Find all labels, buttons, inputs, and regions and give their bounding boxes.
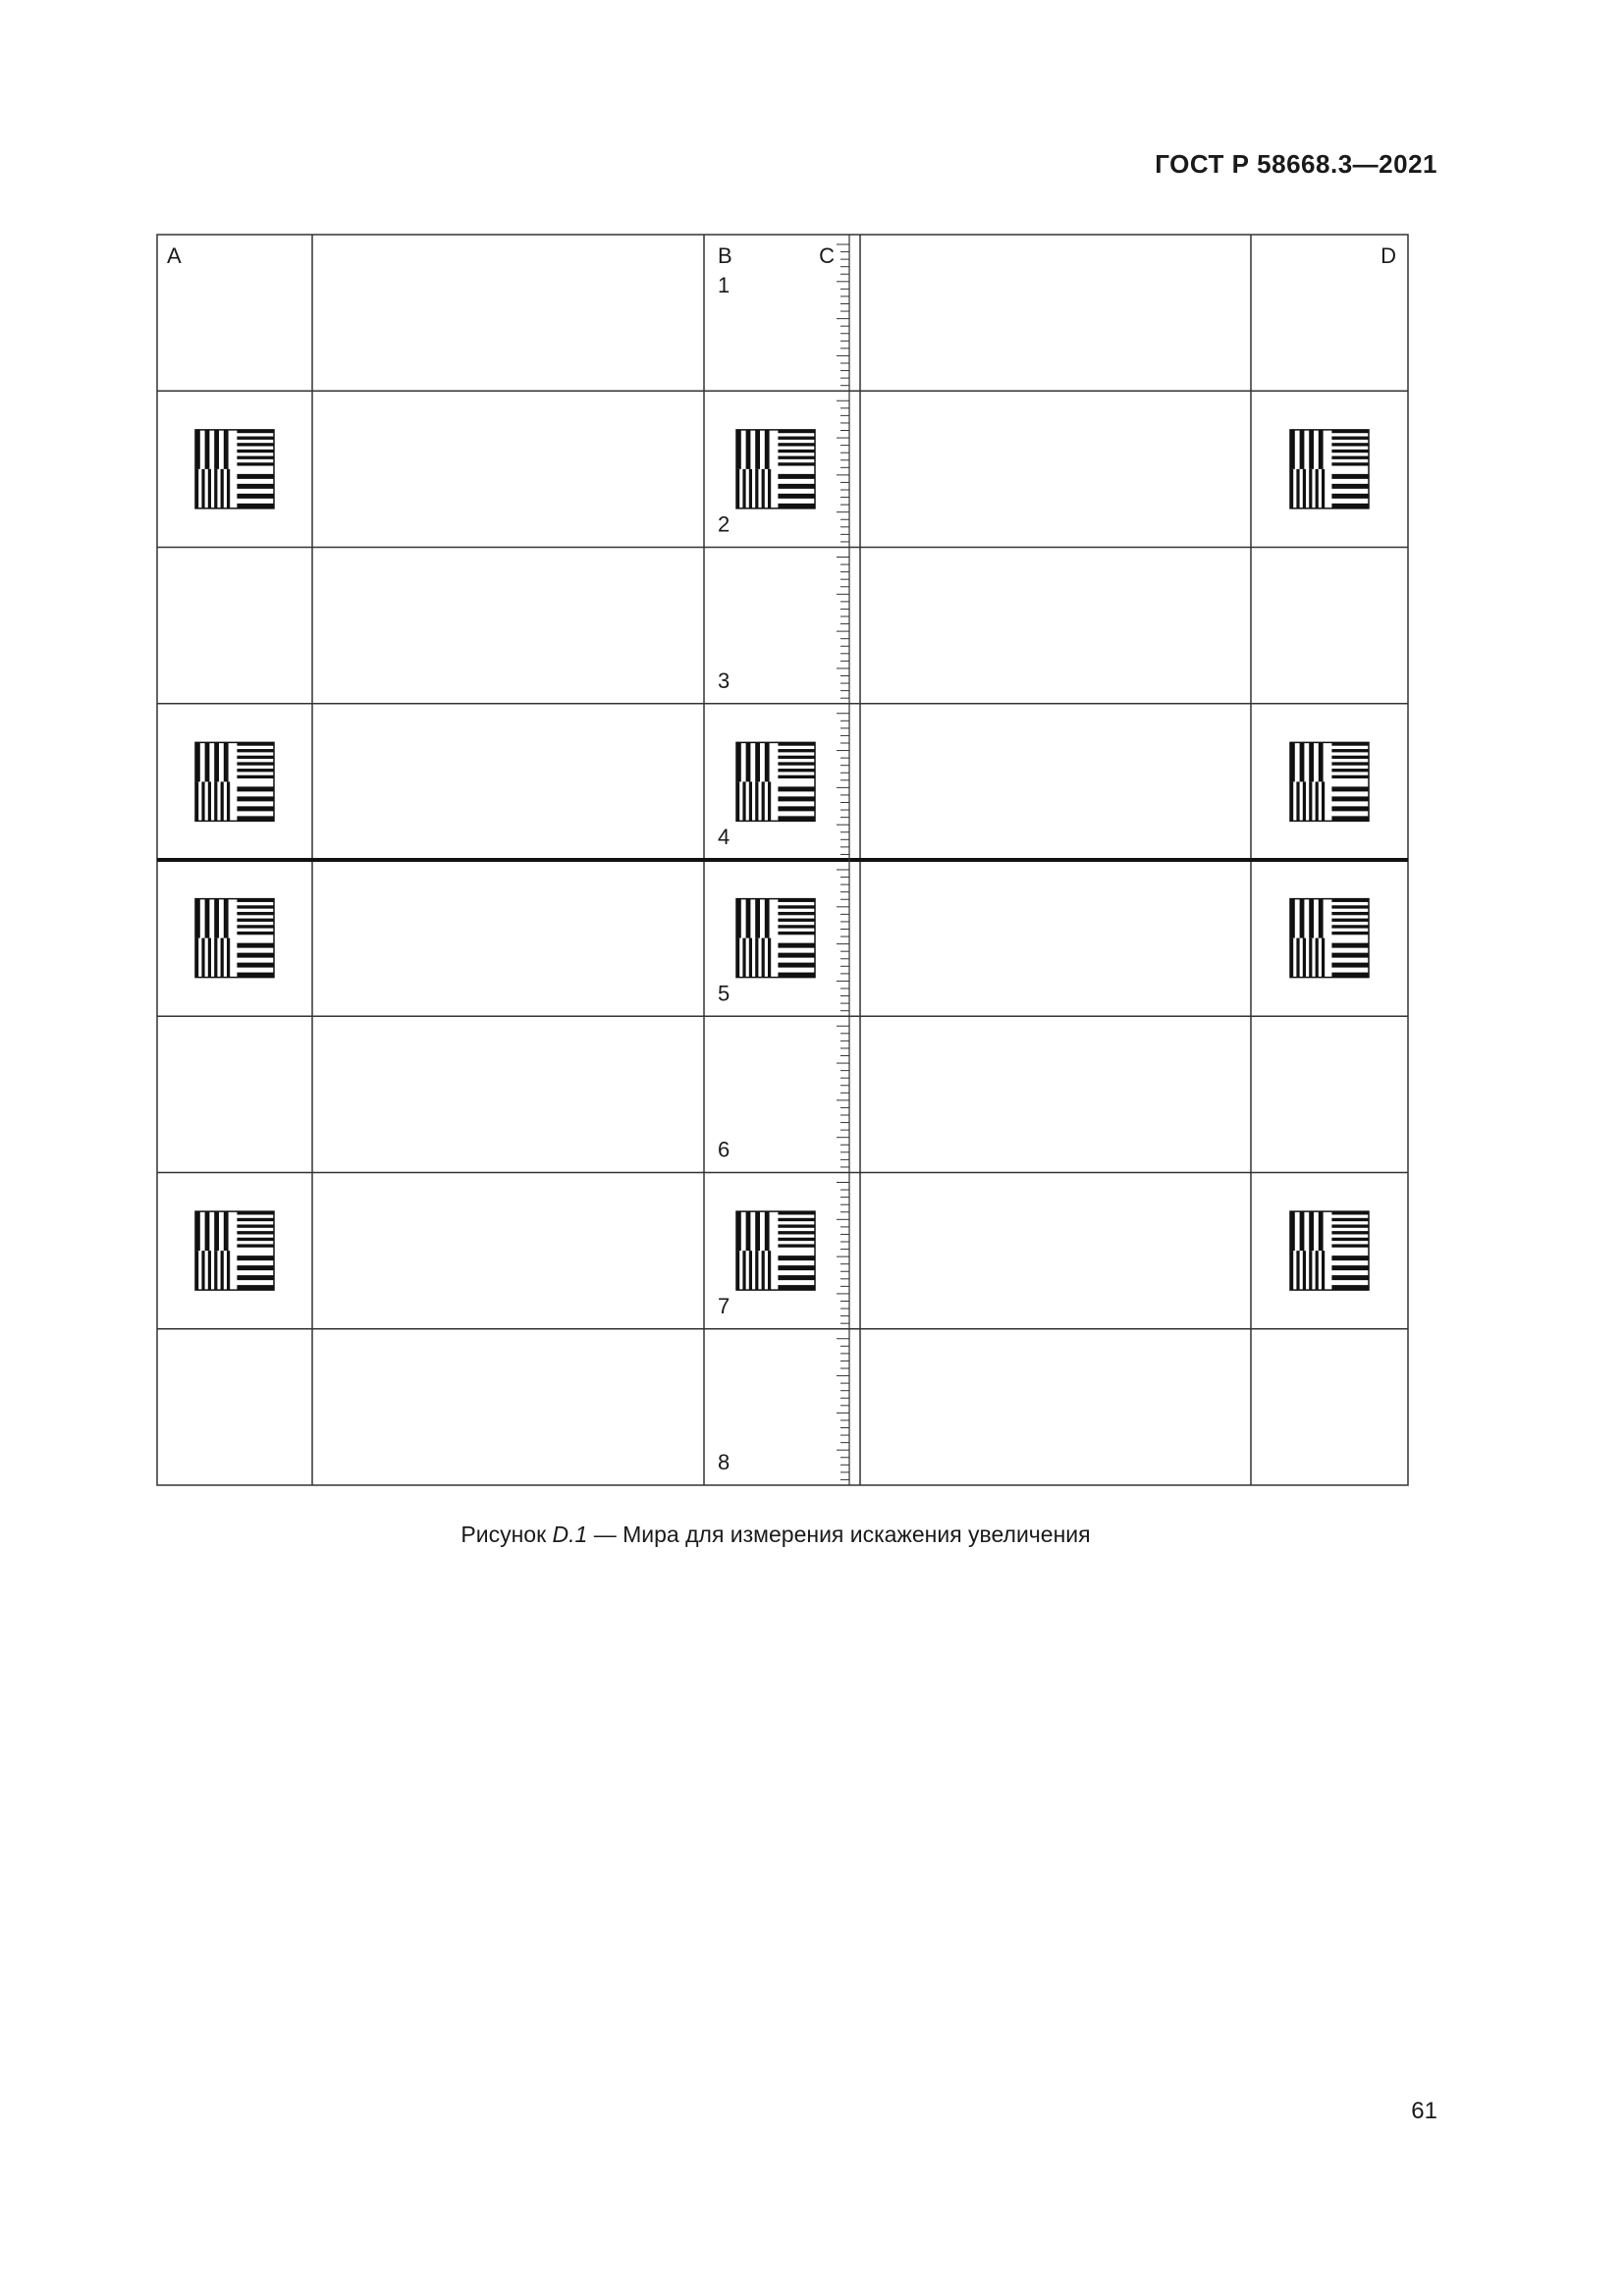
pattern-bar: [227, 781, 230, 821]
pattern-bar: [1331, 1265, 1369, 1270]
pattern-bar: [1331, 749, 1369, 752]
pattern-bar: [1331, 925, 1369, 928]
bar-pattern-target-icon: [736, 1211, 815, 1290]
pattern-bar: [201, 781, 204, 821]
pattern-bar: [208, 469, 211, 508]
pattern-bar: [1331, 462, 1369, 465]
pattern-bar: [778, 1255, 815, 1260]
pattern-bar: [746, 1211, 751, 1251]
pattern-bar: [201, 938, 204, 978]
pattern-bar: [208, 781, 211, 821]
pattern-bar: [1331, 474, 1369, 479]
pattern-bar: [778, 932, 815, 934]
pattern-bar: [237, 1255, 274, 1260]
pattern-bar: [237, 953, 274, 958]
pattern-bar: [778, 775, 815, 778]
pattern-bar: [1316, 469, 1319, 508]
pattern-bar: [237, 749, 274, 752]
pattern-bar: [1331, 1231, 1369, 1234]
pattern-bar: [742, 1251, 745, 1290]
pattern-bar: [778, 943, 815, 948]
pattern-bar: [755, 1251, 758, 1290]
pattern-bar: [227, 1251, 230, 1290]
pattern-bar: [778, 1224, 815, 1227]
pattern-bar: [1303, 938, 1306, 978]
pattern-bar: [237, 806, 274, 811]
pattern-bar: [755, 430, 760, 469]
bar-pattern-target-icon: [736, 899, 815, 978]
pattern-bar: [1309, 1211, 1314, 1251]
pattern-bar: [1309, 938, 1312, 978]
pattern-bar: [237, 437, 274, 440]
pattern-bar: [742, 781, 745, 821]
row-number: 1: [718, 273, 731, 297]
pattern-bar: [237, 462, 274, 465]
pattern-bar: [749, 781, 752, 821]
pattern-bar: [237, 474, 274, 479]
pattern-bar: [1322, 781, 1325, 821]
pattern-bar: [778, 953, 815, 958]
pattern-bar: [1303, 1251, 1306, 1290]
pattern-bar: [237, 762, 274, 765]
pattern-bar: [778, 925, 815, 928]
pattern-bar: [778, 806, 815, 811]
pattern-bar: [1319, 742, 1324, 781]
pattern-bar: [1322, 469, 1325, 508]
pattern-bar: [1331, 1218, 1369, 1221]
row-number: 6: [718, 1137, 731, 1162]
pattern-bar: [746, 742, 751, 781]
bar-pattern-target-icon: [195, 899, 274, 978]
pattern-bar: [237, 775, 274, 778]
pattern-bar: [1331, 762, 1369, 765]
pattern-bar: [224, 742, 229, 781]
pattern-bar: [1331, 912, 1369, 915]
pattern-bar: [746, 430, 751, 469]
pattern-bar: [1331, 963, 1369, 968]
pattern-bar: [1331, 443, 1369, 446]
pattern-bar: [765, 899, 770, 938]
pattern-bar: [778, 462, 815, 465]
pattern-bar: [765, 742, 770, 781]
pattern-bar: [1331, 919, 1369, 922]
pattern-bar: [237, 443, 274, 446]
pattern-bar: [1331, 796, 1369, 801]
pattern-bar: [778, 484, 815, 489]
pattern-bar: [778, 450, 815, 453]
pattern-bar: [1303, 781, 1306, 821]
row-number: 4: [718, 825, 731, 849]
pattern-bar: [778, 769, 815, 772]
pattern-bar: [237, 919, 274, 922]
bar-pattern-target-icon: [195, 430, 274, 508]
pattern-bar: [1309, 1251, 1312, 1290]
pattern-bar: [214, 469, 217, 508]
pattern-bar: [237, 494, 274, 499]
pattern-bar: [778, 749, 815, 752]
pattern-bar: [755, 781, 758, 821]
pattern-bar: [214, 781, 217, 821]
pattern-bar: [1309, 469, 1312, 508]
row-number: 3: [718, 667, 731, 693]
pattern-bar: [214, 742, 219, 781]
pattern-bar: [1331, 756, 1369, 759]
pattern-bar: [1300, 1211, 1305, 1251]
pattern-bar: [237, 1238, 274, 1241]
pattern-bar: [1316, 1251, 1319, 1290]
pattern-bar: [1331, 1275, 1369, 1280]
pattern-bar: [746, 899, 751, 938]
pattern-bar: [755, 469, 758, 508]
pattern-bar: [1296, 938, 1299, 978]
caption-text: — Мира для измерения искажения увеличения: [593, 1522, 1091, 1547]
pattern-bar: [1331, 769, 1369, 772]
pattern-bar: [778, 1231, 815, 1234]
pattern-bar: [762, 938, 765, 978]
pattern-bar: [778, 1244, 815, 1247]
pattern-bar: [755, 938, 758, 978]
row-number: 8: [718, 1450, 731, 1474]
standard-number: ГОСТ Р 58668.3—2021: [1155, 149, 1437, 179]
pattern-bar: [214, 1211, 219, 1251]
pattern-bar: [237, 943, 274, 948]
pattern-bar: [208, 938, 211, 978]
pattern-bar: [1316, 938, 1319, 978]
pattern-bar: [237, 912, 274, 915]
pattern-bar: [778, 1218, 815, 1221]
pattern-bar: [778, 456, 815, 459]
pattern-bar: [742, 469, 745, 508]
pattern-bar: [1300, 899, 1305, 938]
pattern-bar: [237, 786, 274, 791]
pattern-bar: [224, 430, 229, 469]
pattern-bar: [742, 938, 745, 978]
pattern-bar: [778, 474, 815, 479]
pattern-bar: [768, 781, 771, 821]
pattern-bar: [1309, 742, 1314, 781]
pattern-bar: [205, 899, 210, 938]
pattern-bar: [755, 742, 760, 781]
pattern-bar: [1316, 781, 1319, 821]
pattern-bar: [214, 899, 219, 938]
pattern-bar: [1300, 742, 1305, 781]
pattern-bar: [237, 905, 274, 908]
pattern-bar: [768, 469, 771, 508]
pattern-bar: [765, 1211, 770, 1251]
pattern-bar: [237, 1218, 274, 1221]
pattern-bar: [778, 756, 815, 759]
row-number: 5: [718, 981, 731, 1006]
pattern-bar: [221, 469, 224, 508]
pattern-bar: [778, 963, 815, 968]
pattern-bar: [778, 905, 815, 908]
pattern-bar: [201, 469, 204, 508]
bar-pattern-target-icon: [736, 430, 815, 508]
pattern-bar: [1331, 775, 1369, 778]
pattern-bar: [778, 494, 815, 499]
pattern-bar: [1296, 1251, 1299, 1290]
bar-pattern-target-icon: [1290, 1211, 1369, 1290]
pattern-bar: [755, 899, 760, 938]
pattern-bar: [237, 1244, 274, 1247]
pattern-bar: [237, 1275, 274, 1280]
caption-prefix: Рисунок: [460, 1522, 547, 1547]
pattern-bar: [765, 430, 770, 469]
pattern-bar: [778, 762, 815, 765]
pattern-bar: [1331, 494, 1369, 499]
pattern-bar: [214, 938, 217, 978]
bar-pattern-target-icon: [1290, 430, 1369, 508]
pattern-bar: [1331, 932, 1369, 934]
pattern-bar: [237, 932, 274, 934]
pattern-bar: [205, 742, 210, 781]
pattern-bar: [749, 469, 752, 508]
pattern-bar: [1331, 1238, 1369, 1241]
bar-pattern-target-icon: [1290, 899, 1369, 978]
pattern-bar: [1309, 899, 1314, 938]
pattern-bar: [1331, 943, 1369, 948]
pattern-bar: [762, 1251, 765, 1290]
bar-pattern-target-icon: [736, 742, 815, 821]
pattern-bar: [227, 938, 230, 978]
pattern-bar: [1331, 905, 1369, 908]
page-number: 61: [1411, 2098, 1437, 2124]
pattern-bar: [755, 1211, 760, 1251]
bar-pattern-target-icon: [195, 1211, 274, 1290]
pattern-bar: [237, 1231, 274, 1234]
pattern-bar: [237, 769, 274, 772]
pattern-bar: [221, 1251, 224, 1290]
pattern-bar: [778, 919, 815, 922]
pattern-bar: [237, 1265, 274, 1270]
pattern-bar: [224, 899, 229, 938]
column-label-b: B: [718, 243, 732, 268]
pattern-bar: [237, 963, 274, 968]
pattern-bar: [205, 1211, 210, 1251]
pattern-bar: [749, 1251, 752, 1290]
column-label-d: D: [1380, 243, 1396, 268]
pattern-bar: [1296, 781, 1299, 821]
pattern-bar: [1331, 786, 1369, 791]
pattern-bar: [214, 1251, 217, 1290]
pattern-bar: [1296, 469, 1299, 508]
pattern-bar: [1309, 430, 1314, 469]
pattern-bar: [224, 1211, 229, 1251]
pattern-bar: [237, 484, 274, 489]
pattern-bar: [1331, 450, 1369, 453]
pattern-bar: [762, 469, 765, 508]
column-label-c: C: [819, 243, 835, 268]
pattern-bar: [1331, 484, 1369, 489]
pattern-bar: [1322, 1251, 1325, 1290]
pattern-bar: [201, 1251, 204, 1290]
pattern-bar: [762, 781, 765, 821]
pattern-bar: [221, 781, 224, 821]
pattern-bar: [778, 1238, 815, 1241]
pattern-bar: [768, 938, 771, 978]
pattern-bar: [1309, 781, 1312, 821]
pattern-bar: [237, 796, 274, 801]
pattern-bar: [237, 456, 274, 459]
pattern-bar: [1331, 1224, 1369, 1227]
pattern-bar: [1319, 430, 1324, 469]
pattern-bar: [778, 1265, 815, 1270]
caption-figure-id: D.1: [552, 1522, 588, 1547]
pattern-bar: [1319, 899, 1324, 938]
pattern-bar: [214, 430, 219, 469]
pattern-bar: [237, 1224, 274, 1227]
pattern-bar: [1300, 430, 1305, 469]
pattern-bar: [1303, 469, 1306, 508]
pattern-bar: [1319, 1211, 1324, 1251]
row-number: 2: [718, 511, 731, 537]
pattern-bar: [1322, 938, 1325, 978]
pattern-bar: [221, 938, 224, 978]
pattern-bar: [208, 1251, 211, 1290]
pattern-bar: [237, 450, 274, 453]
pattern-bar: [227, 469, 230, 508]
bar-pattern-target-icon: [195, 742, 274, 821]
row-number: 7: [718, 1293, 731, 1318]
pattern-bar: [1331, 953, 1369, 958]
pattern-bar: [1331, 1255, 1369, 1260]
pattern-bar: [778, 437, 815, 440]
pattern-bar: [1331, 456, 1369, 459]
figure-caption: [0, 1522, 1551, 1548]
pattern-bar: [237, 756, 274, 759]
pattern-bar: [778, 443, 815, 446]
pattern-bar: [778, 796, 815, 801]
bar-pattern-target-icon: [1290, 742, 1369, 821]
pattern-bar: [205, 430, 210, 469]
pattern-bar: [778, 786, 815, 791]
pattern-bar: [1331, 1244, 1369, 1247]
column-label-a: A: [167, 243, 182, 268]
pattern-bar: [1331, 806, 1369, 811]
pattern-bar: [768, 1251, 771, 1290]
pattern-bar: [749, 938, 752, 978]
pattern-bar: [778, 1275, 815, 1280]
pattern-bar: [1331, 437, 1369, 440]
pattern-bar: [778, 912, 815, 915]
pattern-bar: [237, 925, 274, 928]
